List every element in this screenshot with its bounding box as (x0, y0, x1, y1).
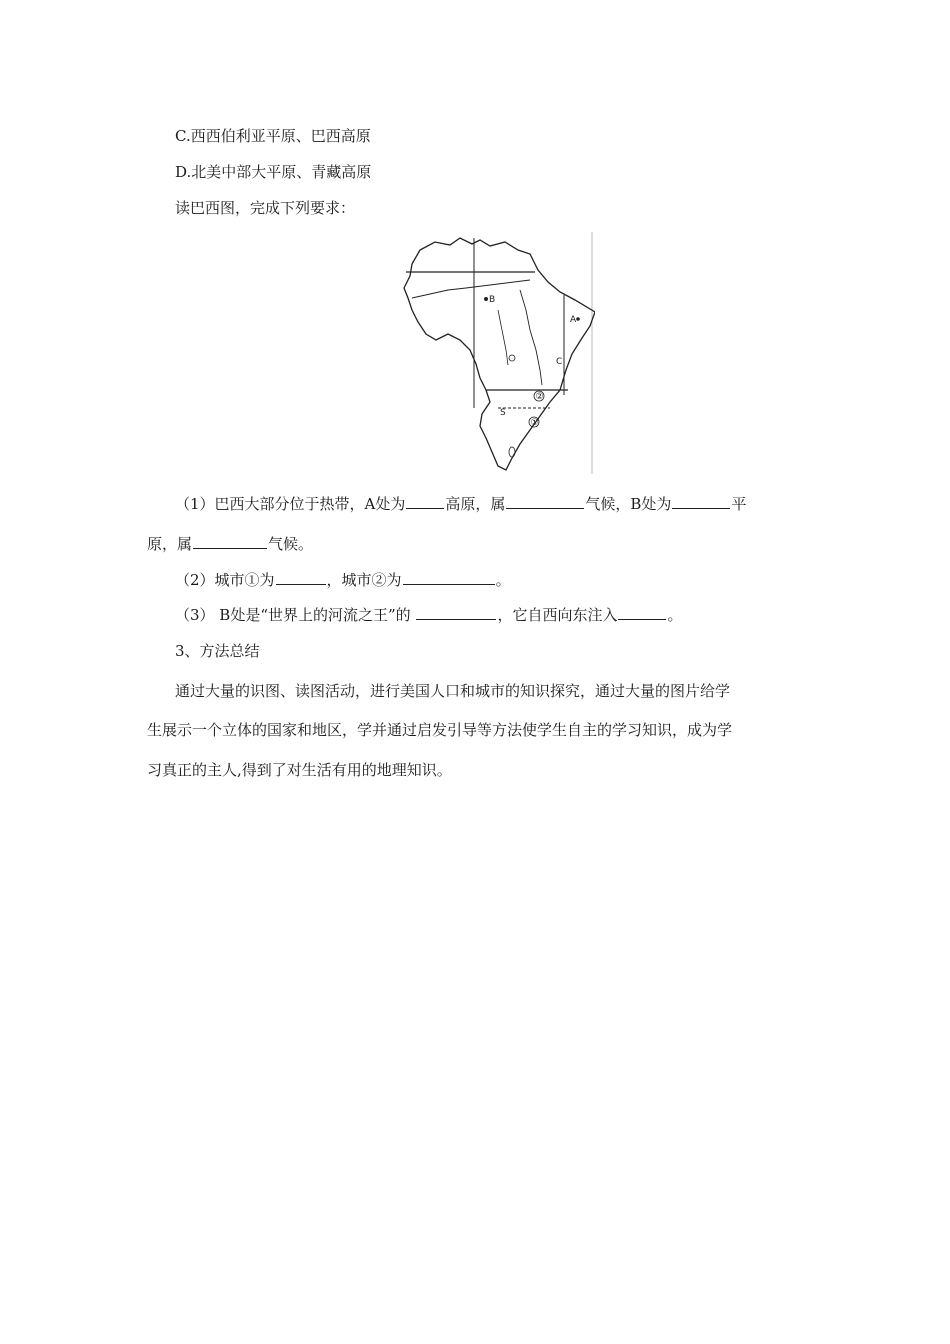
q1-text-5: 原，属 (147, 535, 193, 553)
map-label-a: A (570, 315, 577, 325)
map-label-b: B (489, 295, 496, 305)
summary-line-1: 通过大量的识图、读图活动，进行美国人口和城市的知识探究，通过大量的图片给学 (175, 682, 731, 700)
q3-blank-ocean[interactable] (618, 605, 666, 620)
question-1-line2 (147, 534, 313, 554)
q2-blank-city1[interactable] (276, 570, 326, 585)
q1-text-6: 气候。 (268, 535, 314, 553)
q3-blank-river[interactable] (416, 605, 496, 620)
summary-line-2: 生展示一个立体的国家和地区，学并通过启发引导等方法使学生自主的学习知识，成为学 (147, 721, 733, 739)
q1-blank-climate-a[interactable] (506, 494, 584, 509)
map-label-city1: ① (530, 418, 539, 428)
q2-text-2: ，城市②为 (326, 571, 402, 589)
summary-line-3: 习真正的主人,得到了对生活有用的地理知识。 (147, 761, 452, 779)
q2-text-3: 。 (495, 571, 511, 589)
question-3 (175, 605, 682, 625)
brazil-map (390, 230, 595, 476)
question-2 (175, 570, 511, 590)
q2-text-1: （2）城市①为 (175, 571, 275, 589)
q3-text-1: （3） B处是“世界上的河流之王”的 (175, 606, 416, 624)
q1-text-2: 高原，属 (445, 495, 506, 513)
q1-text-1: （1）巴西大部分位于热带，A处为 (175, 495, 406, 513)
map-label-s: S (500, 408, 506, 418)
question-1-line1 (175, 494, 746, 514)
map-intro: 读巴西图，完成下列要求： (175, 199, 356, 217)
map-label-city2: ② (535, 392, 544, 402)
q2-blank-city2[interactable] (403, 570, 495, 585)
q1-text-3: 气候，B处为 (585, 495, 672, 513)
option-c: C.西西伯利亚平原、巴西高原 (175, 127, 371, 145)
map-label-c: C (556, 357, 563, 367)
q1-blank-climate-b[interactable] (193, 534, 267, 549)
q3-text-3: 。 (667, 606, 683, 624)
q1-text-4: 平 (731, 495, 747, 513)
option-d: D.北美中部大平原、青藏高原 (175, 163, 372, 181)
section-title: 3、方法总结 (175, 642, 260, 660)
q1-blank-plain[interactable] (672, 494, 730, 509)
q3-text-2: ，它自西向东注入 (497, 606, 618, 624)
brazil-map-figure (390, 230, 595, 476)
q1-blank-plateau[interactable] (406, 494, 444, 509)
